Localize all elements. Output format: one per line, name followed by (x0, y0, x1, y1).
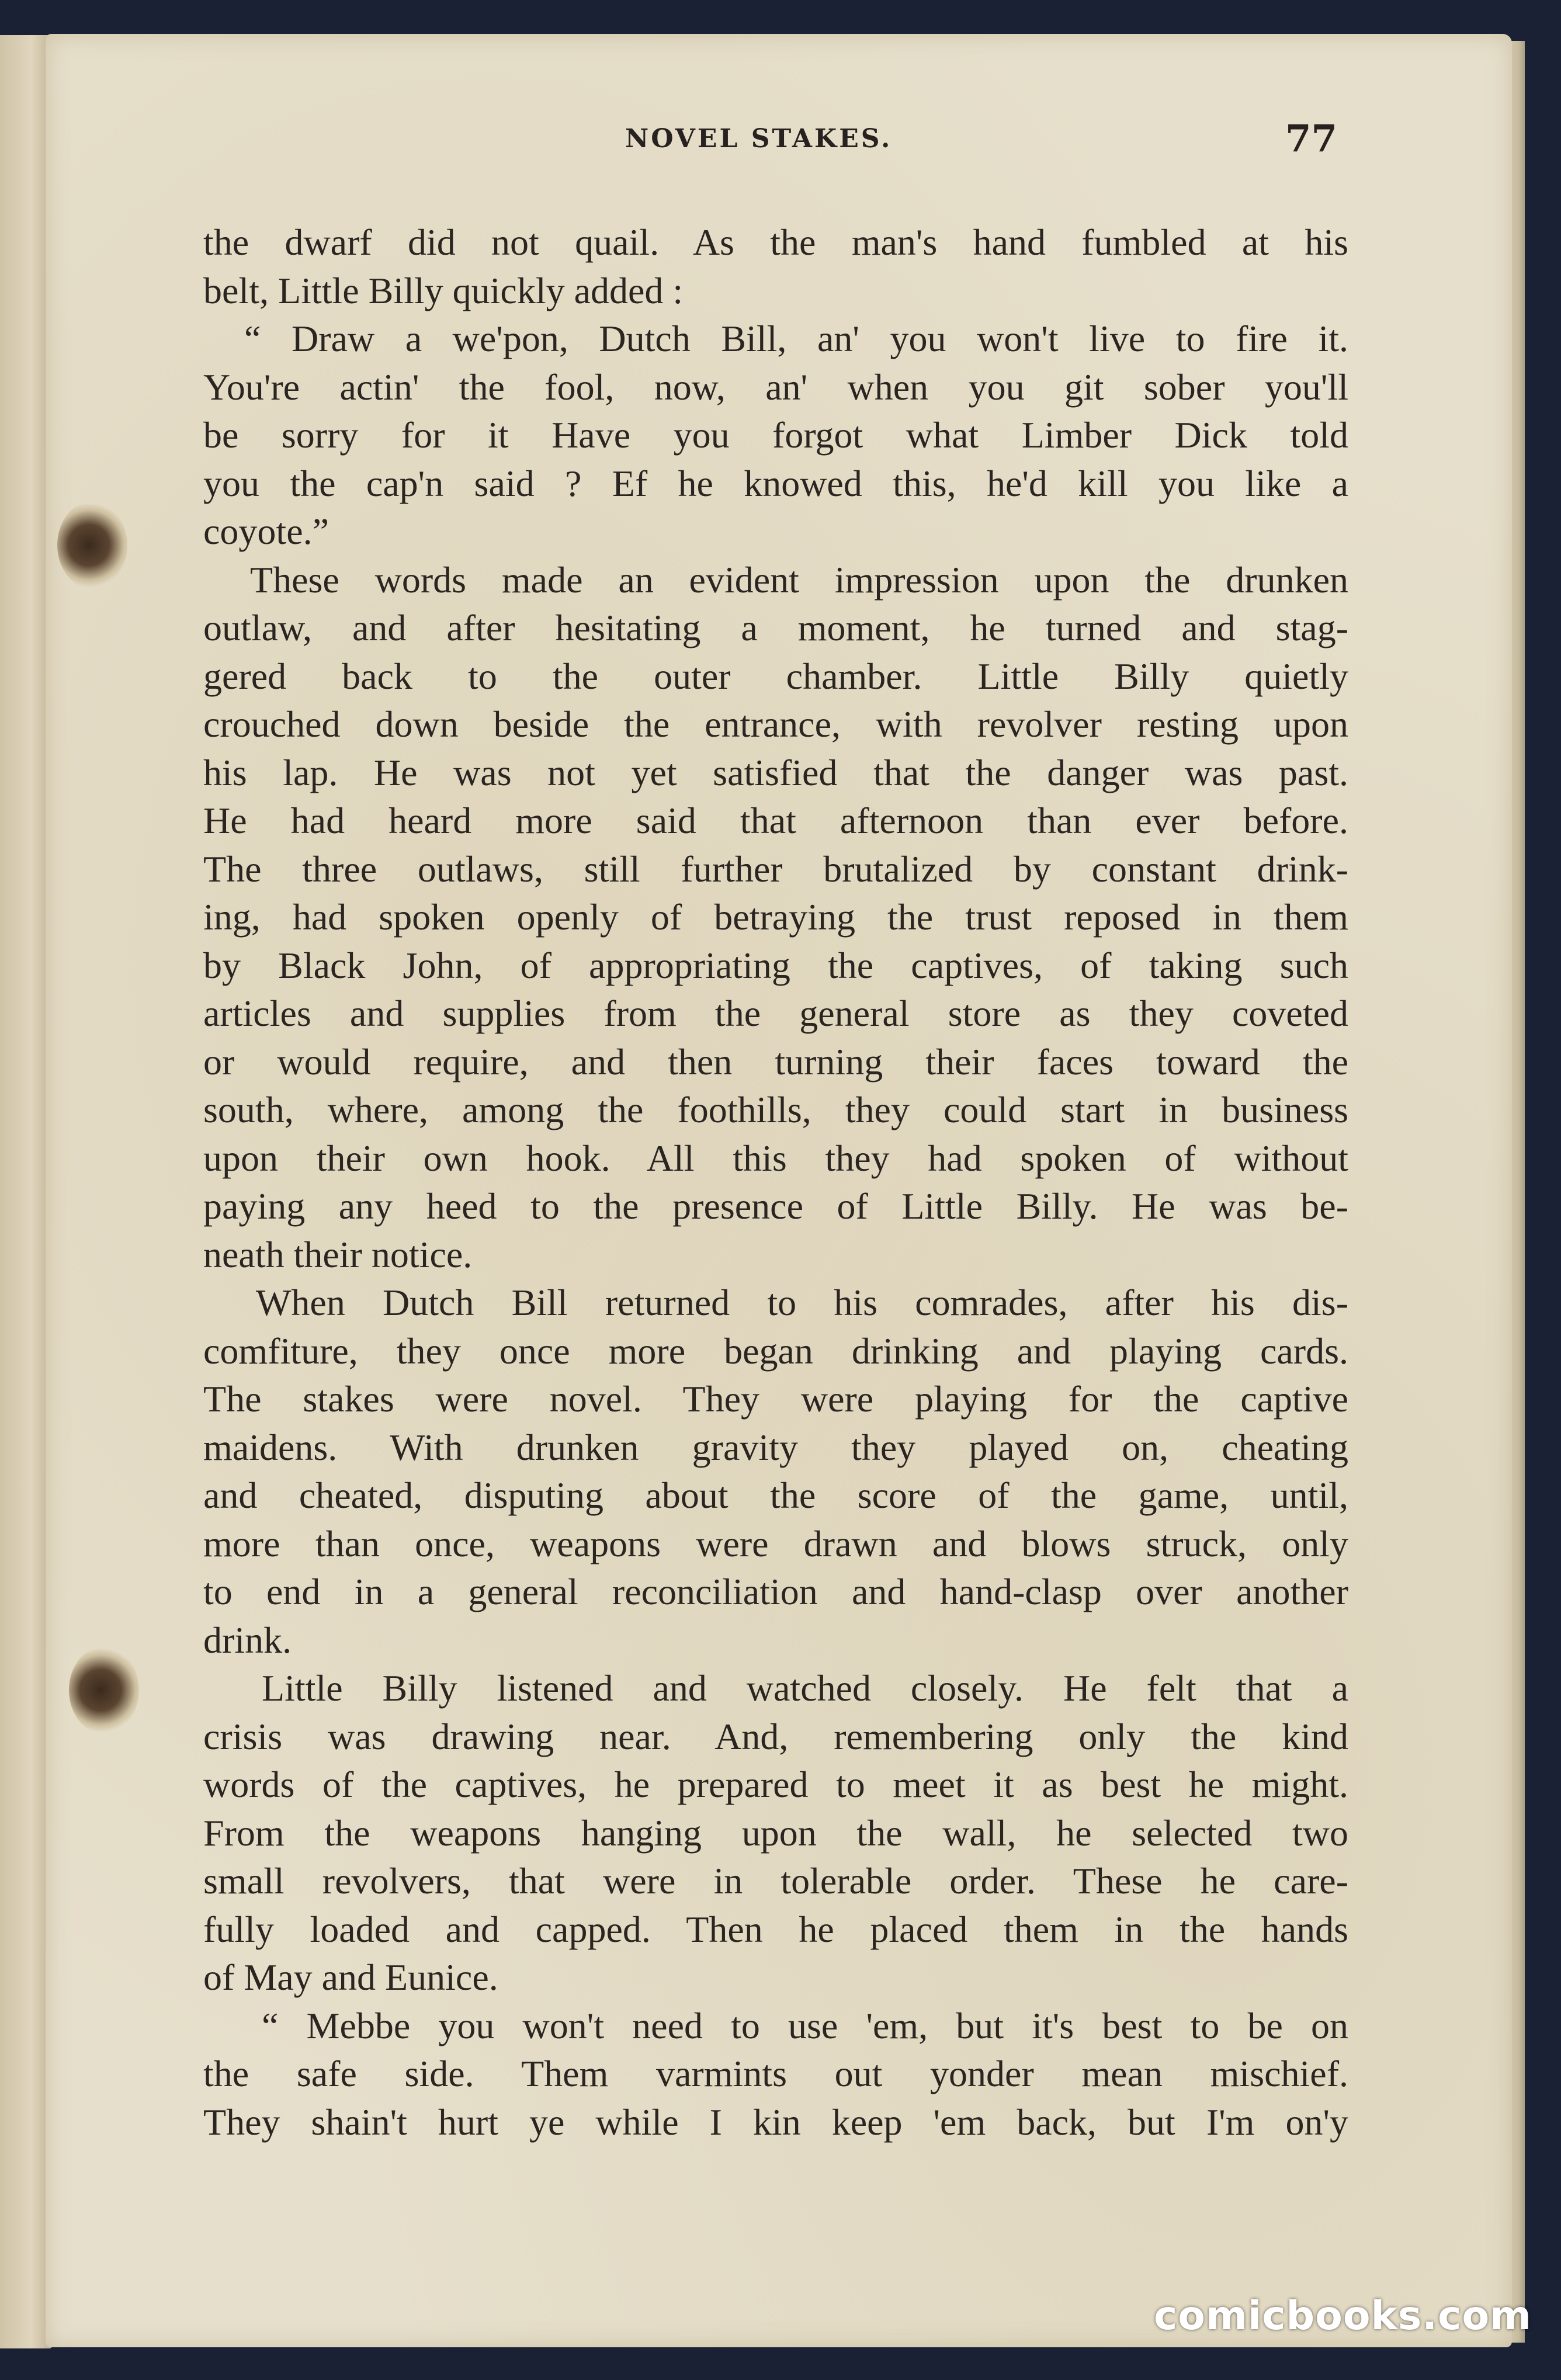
text-line: belt, Little Billy quickly added : (203, 269, 684, 311)
text-line: When Dutch Bill returned to his comrades, after his dis- (256, 1282, 1348, 1323)
body-text (203, 218, 1348, 2146)
text-line: The stakes were novel. They were playing for the captive (203, 1378, 1348, 1420)
text-line: the dwarf did not quail. As the man's hand fumbled at his (203, 221, 1348, 263)
text-line: you the cap'n said ? Ef he knowed this, he'd kill you like a (203, 462, 1348, 504)
text-line: be sorry for it Have you forgot what Limber Dick told (203, 414, 1348, 456)
text-line: “ Draw a we'pon, Dutch Bill, an' you won't live to fire it. (244, 318, 1348, 359)
text-line: articles and supplies from the general store as they coveted (203, 993, 1348, 1034)
text-line: ing, had spoken openly of betraying the trust reposed in them (203, 896, 1348, 938)
text-line: From the weapons hanging upon the wall, he selected two (203, 1812, 1348, 1854)
text-line: outlaw, and after hesitating a moment, he turned and stag- (203, 607, 1348, 648)
text-line: crisis was drawing near. And, remembering only the kind (203, 1715, 1348, 1757)
binding-hole-icon (69, 1646, 139, 1734)
text-line: small revolvers, that were in tolerable order. These he care- (203, 1860, 1348, 1902)
text-line: “ Mebbe you won't need to use 'em, but it's best to be on (262, 2004, 1348, 2046)
text-line: the safe side. Them varmints out yonder mean mischief. (203, 2053, 1348, 2094)
site-watermark: comicbooks.com (1154, 2293, 1532, 2339)
text-line: He had heard more said that afternoon than ever before. (203, 800, 1348, 841)
back-pages-edge (0, 35, 53, 2348)
text-line: These words made an evident impression upon the drunken (250, 558, 1348, 601)
text-line: upon their own hook. All this they had spoken of without (203, 1137, 1348, 1179)
page-number: 77 (1285, 117, 1338, 161)
text-line: of May and Eunice. (203, 1956, 498, 1998)
text-line: You're actin' the fool, now, an' when you git sober you'll (203, 366, 1348, 408)
binding-hole-icon (57, 501, 127, 589)
text-line: coyote.” (203, 511, 329, 552)
text-line: drink. (203, 1619, 292, 1661)
text-line: neath their notice. (203, 1233, 473, 1275)
text-line: or would require, and then turning their faces toward the (203, 1040, 1348, 1083)
text-line: gered back to the outer chamber. Little Billy quietly (203, 655, 1348, 697)
text-line: maidens. With drunken gravity they played on, cheating (203, 1426, 1348, 1468)
text-line: Little Billy listened and watched closely. He felt that a (262, 1667, 1348, 1709)
text-line: words of the captives, he prepared to meet it as best he might. (203, 1764, 1348, 1805)
text-line: his lap. He was not yet satisfied that the danger was past. (203, 751, 1348, 793)
text-line: crouched down beside the entrance, with revolver resting upon (203, 703, 1348, 745)
text-line: fully loaded and capped. Then he placed them in the hands (203, 1908, 1348, 1950)
text-line: and cheated, disputing about the score of the game, until, (203, 1475, 1348, 1516)
text-line: They shain't hurt ye while I kin keep 'em back, but I'm on'y (203, 2101, 1348, 2143)
text-line: south, where, among the foothills, they could start in business (203, 1089, 1348, 1130)
text-line: more than once, weapons were drawn and blows struck, only (203, 1522, 1348, 1564)
text-line: paying any heed to the presence of Little Billy. He was be- (203, 1185, 1348, 1227)
text-line: to end in a general reconciliation and hand-clasp over another (203, 1571, 1348, 1612)
text-line: The three outlaws, still further brutalized by constant drink- (203, 848, 1348, 890)
text-line: by Black John, of appropriating the captives, of taking such (203, 944, 1348, 986)
running-head: NOVEL STAKES. (625, 124, 893, 154)
text-line: comfiture, they once more began drinking and playing cards. (203, 1330, 1348, 1372)
